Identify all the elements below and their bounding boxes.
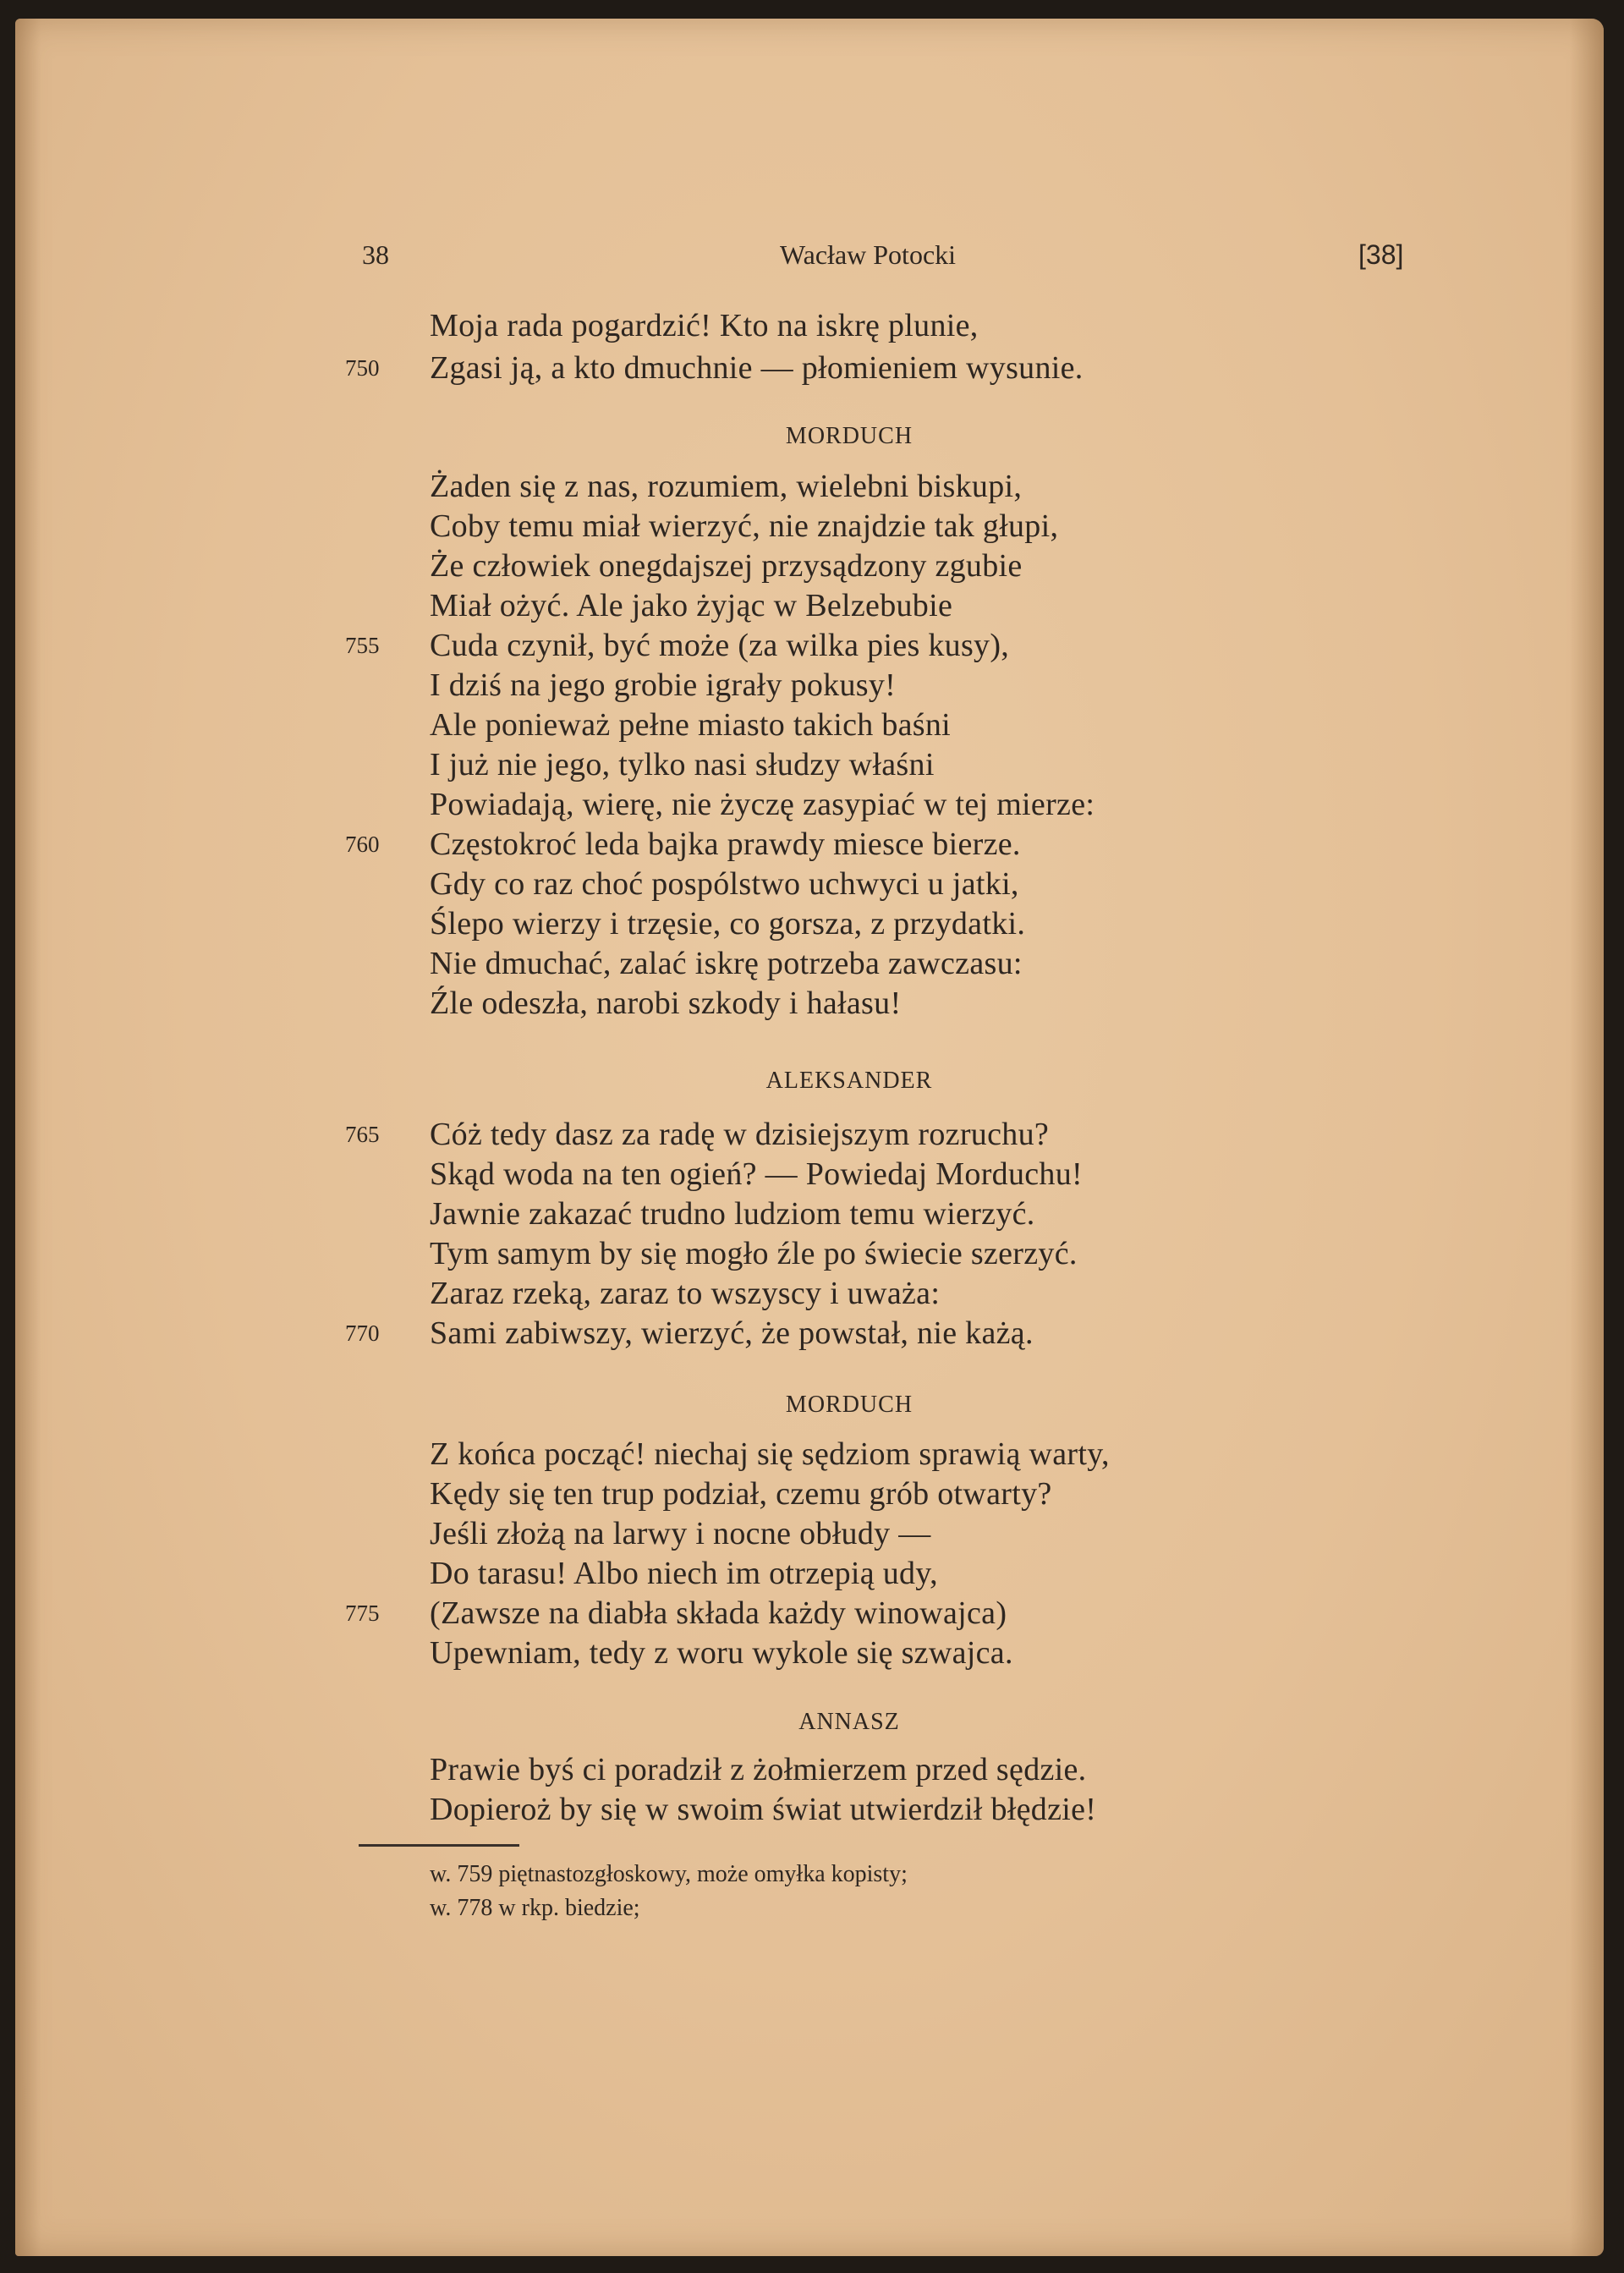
footnote: w. 778 w rkp. biedzie; bbox=[430, 1895, 640, 1921]
verse-line: (Zawsze na diabła składa każdy winowajca) bbox=[430, 1595, 1007, 1631]
verse-line: Sami zabiwszy, wierzyć, że powstał, nie każą. bbox=[430, 1315, 1034, 1351]
footnote-rule bbox=[359, 1844, 519, 1847]
footnote: w. 759 piętnastozgłoskowy, może omyłka kopisty; bbox=[430, 1861, 908, 1887]
verse-line: Ślepo wierzy i trzęsie, co gorsza, z przydatki. bbox=[430, 906, 1026, 942]
verse-line: Coby temu miał wierzyć, nie znajdzie tak głupi, bbox=[430, 508, 1059, 544]
speaker-name: ANNASZ bbox=[798, 1709, 900, 1735]
running-head-author: Wacław Potocki bbox=[780, 239, 957, 270]
verse-line: Z końca począć! niechaj się sędziom sprawią warty, bbox=[430, 1436, 1110, 1472]
verse-line: Upewniam, tedy z woru wykole się szwajca. bbox=[430, 1635, 1013, 1671]
line-number: 755 bbox=[345, 633, 380, 658]
verse-line: I dziś na jego grobie igrały pokusy! bbox=[430, 667, 897, 703]
verse-line: Tym samym by się mogło źle po świecie szerzyć. bbox=[430, 1236, 1078, 1271]
line-number: 775 bbox=[345, 1600, 380, 1626]
speaker-name: MORDUCH bbox=[785, 423, 914, 449]
verse-line: Źle odeszła, narobi szkody i hałasu! bbox=[430, 986, 902, 1021]
verse-line: Kędy się ten trup podział, czemu grób otwarty? bbox=[430, 1476, 1052, 1512]
verse-line: Że człowiek onegdajszej przysądzony zgubie bbox=[430, 548, 1023, 584]
verse-line: Cuda czynił, być może (za wilka pies kusy), bbox=[430, 628, 1010, 663]
verse-line: Zgasi ją, a kto dmuchnie — płomieniem wysunie. bbox=[430, 350, 1084, 386]
verse-line: Żaden się z nas, rozumiem, wielebni biskupi, bbox=[430, 469, 1023, 504]
verse-line: Moja rada pogardzić! Kto na iskrę plunie, bbox=[430, 308, 979, 343]
line-number: 750 bbox=[345, 355, 380, 381]
verse-line: Powiadają, wierę, nie życzę zasypiać w tej mierze: bbox=[430, 787, 1095, 822]
verse-line: Nie dmuchać, zalać iskrę potrzeba zawczasu: bbox=[430, 946, 1023, 981]
verse-line: Miał ożyć. Ale jako żyjąc w Belzebubie bbox=[430, 588, 953, 623]
speaker-name: MORDUCH bbox=[785, 1392, 914, 1418]
line-number: 765 bbox=[345, 1122, 380, 1147]
verse-line: Gdy co raz choć pospólstwo uchwyci u jatki, bbox=[430, 866, 1019, 902]
verse-line: Cóż tedy dasz za radę w dzisiejszym rozruchu? bbox=[430, 1117, 1050, 1152]
verse-line: Częstokroć leda bajka prawdy miesce bierze. bbox=[430, 826, 1021, 862]
verse-line: Skąd woda na ten ogień? — Powiedaj Morduchu! bbox=[430, 1156, 1083, 1192]
verse-line: I już nie jego, tylko nasi słudzy właśni bbox=[430, 747, 935, 782]
verse-line: Zaraz rzeką, zaraz to wszyscy i uważa: bbox=[430, 1276, 941, 1311]
speaker-name: ALEKSANDER bbox=[765, 1068, 933, 1094]
bracketed-page-number: [38] bbox=[1358, 239, 1404, 270]
verse-line: Jawnie zakazać trudno ludziom temu wierzyć. bbox=[430, 1196, 1035, 1232]
page-number: 38 bbox=[362, 239, 389, 270]
verse-line: Ale ponieważ pełne miasto takich baśni bbox=[430, 707, 952, 743]
verse-line: Dopieroż by się w swoim świat utwierdził błędzie! bbox=[430, 1792, 1097, 1827]
line-number: 770 bbox=[345, 1320, 380, 1346]
verse-line: Jeśli złożą na larwy i nocne obłudy — bbox=[430, 1516, 931, 1551]
verse-line: Do tarasu! Albo niech im otrzepią udy, bbox=[430, 1556, 938, 1591]
verse-line: Prawie byś ci poradził z żołmierzem przed sędzie. bbox=[430, 1752, 1087, 1787]
line-number: 760 bbox=[345, 832, 380, 857]
